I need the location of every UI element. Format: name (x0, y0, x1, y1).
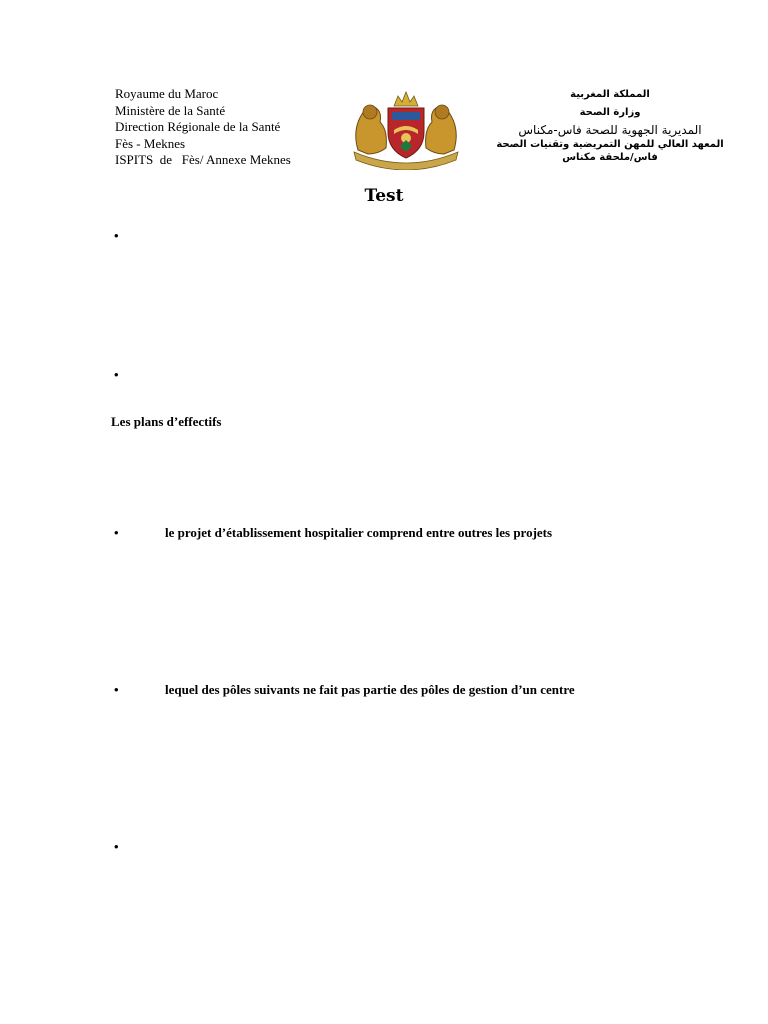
bullet-marker: • (114, 525, 119, 540)
moroccan-coat-of-arms-icon (348, 90, 464, 170)
header-right-line: فاس/ملحقة مكناس (562, 152, 658, 163)
header-right-line: المعهد العالي للمهن التمريضية وتقنيات الصحة (496, 139, 724, 150)
header-left-line: ISPITS de Fès/ Annexe Meknes (115, 152, 291, 167)
header-right-line: المديرية الجهوية للصحة فاس-مكناس (518, 123, 702, 137)
section-heading: Les plans d’effectifs (111, 414, 222, 429)
page-title: Test (364, 186, 404, 206)
header-left-line: Ministère de la Santé (115, 102, 226, 118)
header-left-line: Direction Régionale de la Santé (115, 119, 281, 134)
bullet-marker: • (114, 228, 119, 243)
header-left-block (115, 86, 291, 169)
header-right-line: المملكة المغربية (570, 89, 650, 100)
bullet-marker: • (114, 367, 119, 382)
list-item-text: lequel des pôles suivants ne fait pas partie des pôles de gestion d’un centre (165, 682, 575, 697)
bullet-marker: • (114, 839, 119, 854)
header-right-block (495, 86, 725, 164)
bullet-marker: • (114, 682, 119, 697)
header-right-line: وزارة الصحة (579, 107, 641, 118)
list-item-text: le projet d’établissement hospitalier comprend entre outres les projets (165, 525, 553, 540)
header-left-line: Fès - Meknes (115, 135, 186, 151)
header-left-line: Royaume du Maroc (115, 86, 219, 101)
